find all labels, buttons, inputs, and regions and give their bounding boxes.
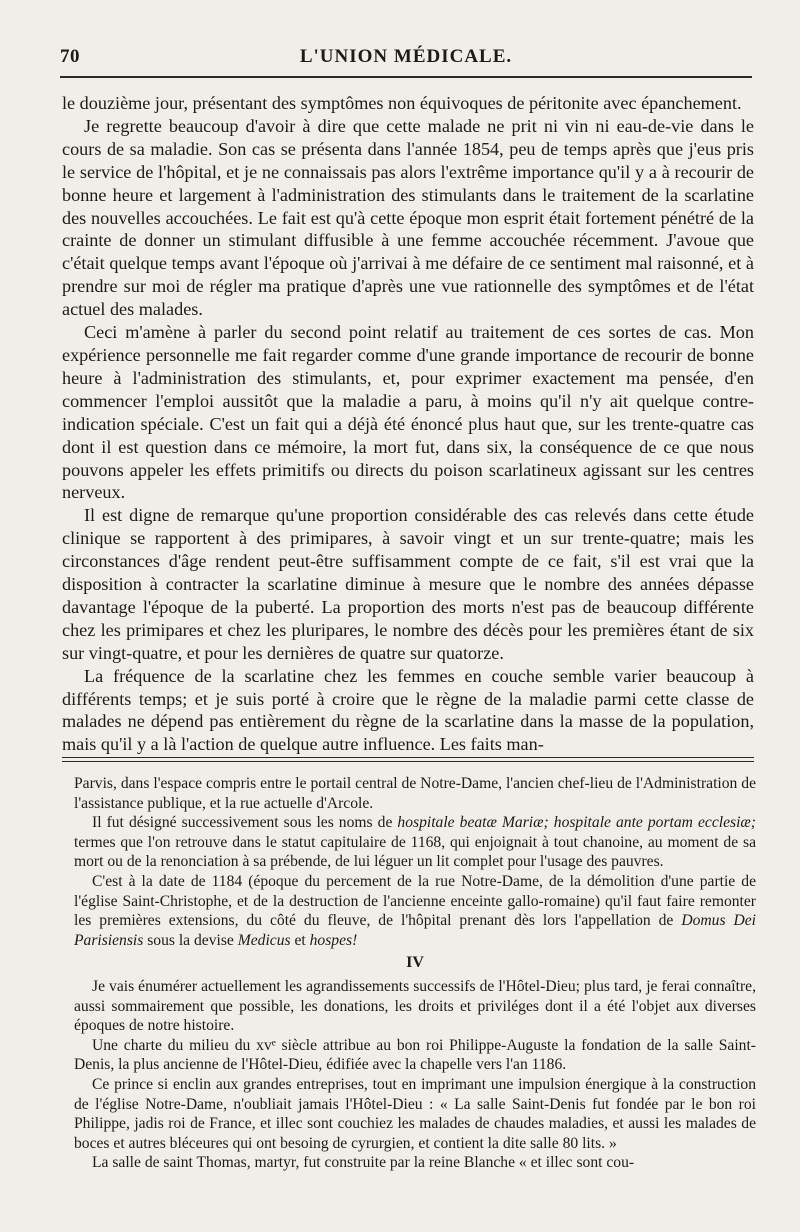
footnote-separator	[62, 757, 754, 762]
feuilleton-paragraph: Il fut désigné successivement sous les noms de hospitale beatæ Mariæ; hospitale ante portam ecclesiæ; termes que l'on retrouve dans le statut capitulaire de 1168, qui enjoignait à tout chanoine, au moment de sa mort ou de la renonciation à sa prébende, de lui léguer un lit complet pour l'usage des pauvres.	[74, 814, 756, 871]
paragraph: Ceci m'amène à parler du second point relatif au traitement de ces sortes de cas. Mon expérience personnelle me fait regarder comme d'une grande importance de recourir de bonne heure à l'administration des stimulants, et, pour exprimer exactement ma pensée, d'en commencer l'emploi aussitôt que la maladie a paru, à moins qu'il n'y ait quelque contre-indication spéciale. C'est un fait qui a déjà été énoncé plus haut que, sur les trente-quatre cas dont il est question dans ce mémoire, la mort fut, dans six, la conséquence de ce que nous pouvons appeler les effets primitifs ou directs du poison scarlatineux agissant sur les centres nerveux.	[62, 322, 754, 503]
paragraph: Je regrette beaucoup d'avoir à dire que cette malade ne prit ni vin ni eau-de-vie dans le cours de sa maladie. Son cas se présenta dans l'année 1854, peu de temps après que j'eus pris le service de l'hôpital, et je ne connaissais pas alors l'extrême importance qu'il y a à recourir de bonne heure et largement à l'administration des stimulants dans le traitement de la scarlatine des nouvelles accouchées. Le fait est qu'à cette époque mon esprit était fortement pénétré de la crainte de donner un stimulant diffusible à une femme accouchée récemment. J'avoue que c'était quelque temps avant l'époque où j'arrivai à me défaire de ce sentiment mal raisonné, et à prendre sur moi de régler ma pratique d'après une vue rationnelle des symptômes et de l'état actuel des malades.	[62, 115, 754, 320]
running-title: L'UNION MÉDICALE.	[299, 46, 513, 67]
paragraph: Il est digne de remarque qu'une proportion considérable des cas relevés dans cette étude clinique se rapportent à des primipares, à savoir vingt et un sur trente-quatre; mais les circonstances d'âge rendent peut-être suffisamment compte de ce fait, s'il est vrai que la disposition à contracter la scarlatine diminue à mesure que le nombre des années dépasse davantage l'époque de la puberté. La proportion des morts n'est pas de beaucoup différente chez les primipares et chez les pluripares, le nombre des décès pour les premières étant de six sur vingt-quatre, et pour les dernières de quatre sur quatorze.	[62, 505, 754, 663]
paragraph: La fréquence de la scarlatine chez les femmes en couche semble varier beaucoup à différents temps; et je suis porté à croire que le règne de la maladie parmi cette classe de malades ne dépend pas entièrement du règne de la scarlatine dans la masse de la population, mais qu'il y a là l'action de quelque autre influence. Les faits man-	[62, 665, 754, 755]
section-heading: IV	[406, 954, 424, 972]
header-rule	[60, 76, 752, 78]
page-header	[60, 44, 752, 74]
feuilleton-paragraph: Je vais énumérer actuellement les agrandissements successifs de l'Hôtel-Dieu; plus tard, je ferai connaître, aussi sommairement que possible, les donations, les droits et priviléges dont il a été l'objet aux diverses époques de notre histoire.	[74, 977, 756, 1035]
feuilleton-paragraph: Parvis, dans l'espace compris entre le portail central de Notre-Dame, l'ancien chef-lieu de l'Administration de l'assistance publique, et la rue actuelle d'Arcole.	[74, 775, 756, 812]
page-number: 70	[60, 46, 80, 67]
motto-word: Medicus	[237, 931, 291, 949]
feuilleton-paragraph: Ce prince si enclin aux grandes entreprises, tout en imprimant une impulsion énergique à la construction de l'église Notre-Dame, n'oubliait jamais l'Hôtel-Dieu : « La salle Saint-Denis fut fondée par le bon roi Philippe, jadis roi de France, et illec sont couchiez les malades de chaudes maladies, et aussi les malades de boces et autres bléceures qui ont besoing de cyrurgien, et contient la dite salle 80 lits. »	[74, 1075, 756, 1152]
latin-name: hospitale beatæ Mariæ; hospitale ante portam ecclesiæ;	[397, 814, 756, 832]
motto-word: hospes!	[309, 931, 358, 949]
feuilleton-paragraph: La salle de saint Thomas, martyr, fut construite par la reine Blanche « et illec sont cou-	[92, 1154, 635, 1172]
latin-name: Domus Dei Parisiensis	[74, 912, 756, 949]
feuilleton-paragraph: C'est à la date de 1184 (époque du percement de la rue Notre-Dame, de la démolition d'une partie de l'église Saint-Christophe, et de la destruction de l'ancienne enceinte gallo-romaine) qu'il faut faire remonter les premières extensions, du côté du fleuve, de l'hôpital prenant dès lors l'appellation de Domus Dei Parisiensis sous la devise Medicus et hospes!	[74, 872, 756, 949]
feuilleton-paragraph: Une charte du milieu du xvᵉ siècle attribue au bon roi Philippe-Auguste la fondation de la salle Saint-Denis, la plus ancienne de l'Hôtel-Dieu, édifiée avec la chapelle vers l'an 1186.	[74, 1036, 756, 1074]
feuilleton-text	[74, 774, 756, 1173]
main-text	[62, 92, 754, 756]
paragraph-continuation: le douzième jour, présentant des symptômes non équivoques de péritonite avec épanchement.	[62, 93, 742, 113]
